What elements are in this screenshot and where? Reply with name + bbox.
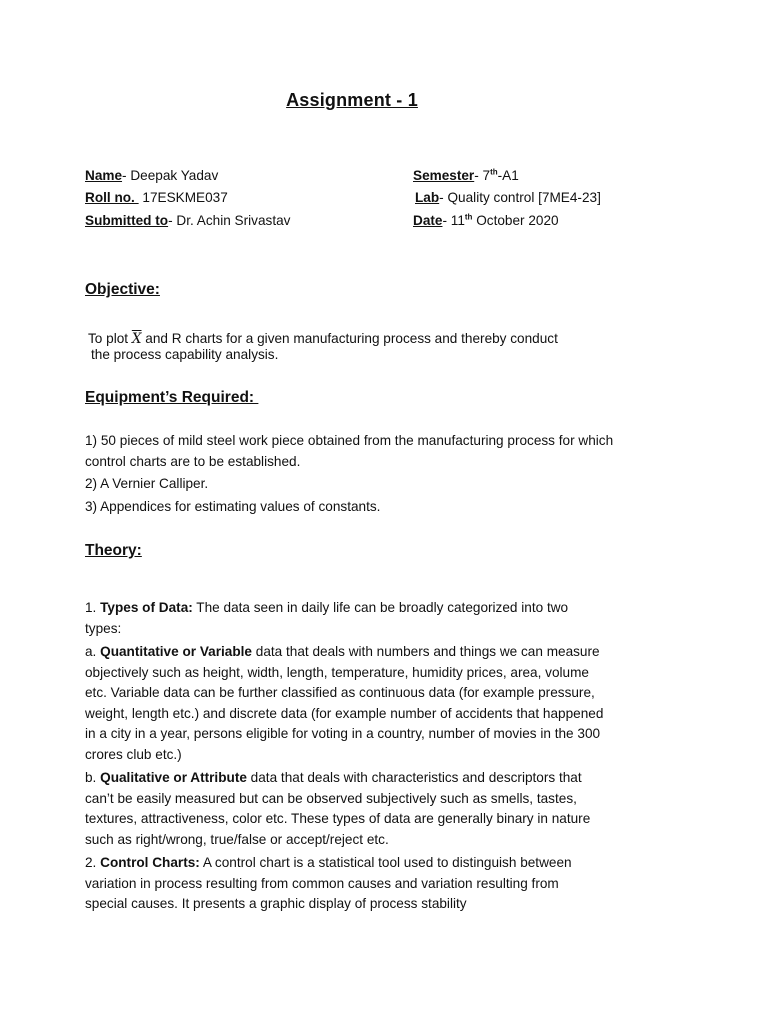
page-title: Assignment - 1 xyxy=(286,90,418,110)
theory-p1-num: 1. xyxy=(85,600,101,615)
lab-value: - Quality control [7ME4-23] xyxy=(439,190,601,205)
theory-paragraph-control-charts xyxy=(85,853,590,915)
semester-suffix: th xyxy=(490,167,498,177)
theory-p1-text: The data seen in daily life can be broadly categorized into two types: xyxy=(85,600,569,636)
lab-label: Lab xyxy=(415,190,440,205)
date-label: Date xyxy=(413,213,443,228)
theory-paragraph-quantitative xyxy=(85,642,610,765)
date-value: - 11 xyxy=(442,213,465,228)
submitted-row xyxy=(85,212,290,230)
theory-p4-text: A control chart is a statistical tool used to distinguish between variation in process resulting from common causes and variation resulting from special causes. It presents a graphic display of process stability xyxy=(85,855,572,911)
roll-row xyxy=(85,189,228,207)
equipment-list xyxy=(85,431,615,519)
lab-row xyxy=(415,189,601,207)
roll-label: Roll no. xyxy=(85,190,139,205)
theory-p4-bold: Control Charts: xyxy=(100,855,200,870)
objective-text xyxy=(88,331,648,362)
theory-p2-text: data that deals with numbers and things we can measure objectively such as height, width, length, temperature, humidity prices, area, volume etc. Variable data can be further classified as continuous data (for example pressure, weight, length etc.) and discrete data (for example number of accidents that happened in a city in a year, persons eligible for voting in a country, number of movies in the 300 crores club etc.) xyxy=(85,644,604,762)
date-row xyxy=(413,212,559,230)
equipment-heading: Equipment’s Required: xyxy=(85,389,259,406)
objective-heading: Objective: xyxy=(85,281,160,298)
objective-text-line2: the process capability analysis. xyxy=(91,347,279,362)
theory-heading: Theory: xyxy=(85,542,142,559)
equipment-item: 3) Appendices for estimating values of constants. xyxy=(85,498,381,514)
theory-p2-bold: Quantitative or Variable xyxy=(100,644,252,659)
equipment-item: 2) A Vernier Calliper. xyxy=(85,476,209,491)
theory-p3-text: data that deals with characteristics and descriptors that can’t be easily measured but can be observed subjectively such as smells, tastes, textures, attractiveness, color etc. These types of data are generally binary in nature such as right/wrong, true/false or accept/reject etc. xyxy=(85,770,591,847)
theory-paragraph-types xyxy=(85,598,595,639)
semester-section: -A1 xyxy=(497,168,519,183)
objective-text-line1: and R charts for a given manufacturing process and thereby conduct xyxy=(141,331,558,346)
name-row xyxy=(85,167,218,185)
theory-p3-bold: Qualitative or Attribute xyxy=(100,770,247,785)
theory-paragraph-qualitative xyxy=(85,768,610,850)
name-value: - Deepak Yadav xyxy=(122,168,219,183)
submitted-label: Submitted to xyxy=(85,213,169,228)
theory-p2-num: a. xyxy=(85,644,101,659)
date-suffix: th xyxy=(464,212,473,222)
objective-text-pre: To plot xyxy=(88,331,132,346)
xbar-symbol: $\overline{X}$ xyxy=(131,331,142,347)
semester-row xyxy=(413,167,519,185)
submitted-value: - Dr. Achin Srivastav xyxy=(168,213,291,228)
name-label: Name xyxy=(85,168,123,183)
date-month-year: October 2020 xyxy=(472,213,559,228)
roll-value: 17ESKME037 xyxy=(138,190,228,205)
theory-p4-num: 2. xyxy=(85,855,101,870)
semester-label: Semester xyxy=(413,168,475,183)
theory-p1-bold: Types of Data: xyxy=(100,600,193,615)
theory-p3-num: b. xyxy=(85,770,101,785)
semester-value: - 7 xyxy=(474,168,491,183)
equipment-item: 1) 50 pieces of mild steel work piece obtained from the manufacturing process for which control charts are to be established. xyxy=(85,433,614,469)
